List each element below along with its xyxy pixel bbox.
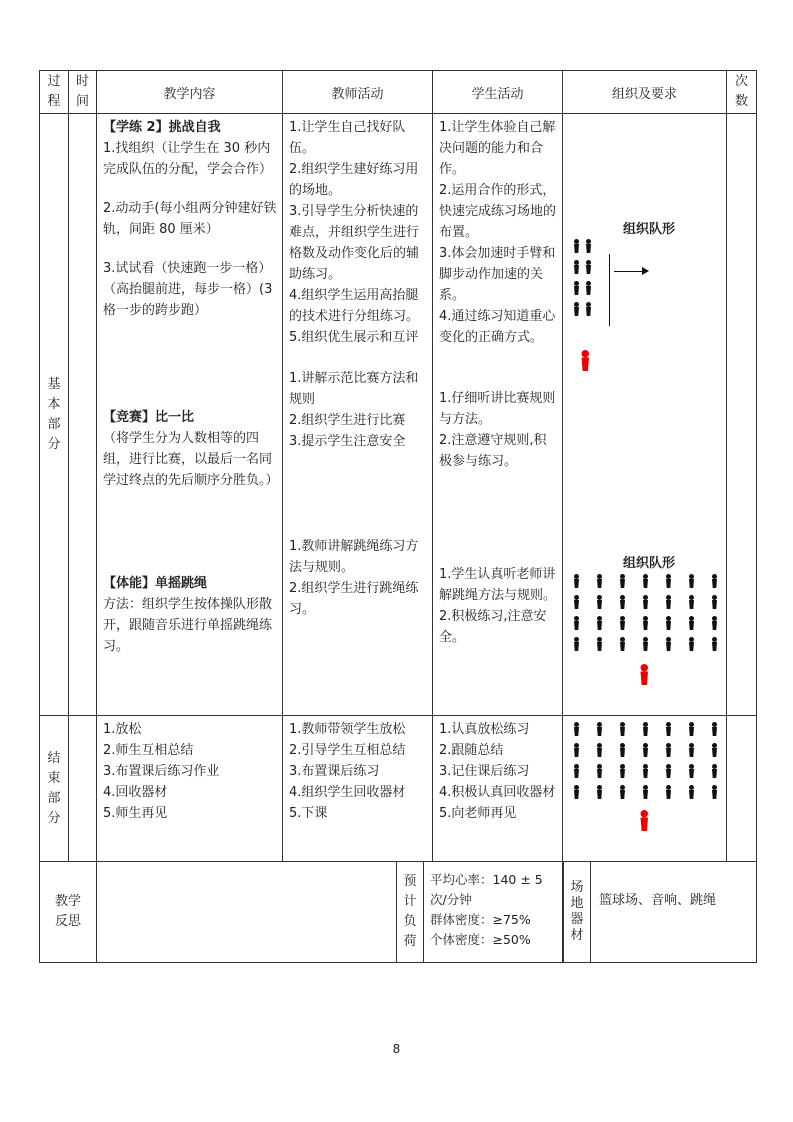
s3-student-1: 1.学生认真听老师讲解跳绳方法与规则。 xyxy=(439,567,557,603)
s3-student-2: 2.积极练习,注意安全。 xyxy=(439,609,547,645)
basic-teacher-cell xyxy=(283,114,433,716)
student-figure xyxy=(642,785,649,799)
end-content-3: 3.布置课后练习作业 xyxy=(103,764,220,779)
student-figure xyxy=(573,785,580,799)
student-figure xyxy=(585,260,592,274)
student-figure xyxy=(596,722,603,736)
student-figure xyxy=(573,239,580,253)
student-figure xyxy=(665,785,672,799)
header-content: 教学内容 xyxy=(97,71,283,114)
student-figure xyxy=(619,637,626,651)
student-figure xyxy=(573,637,580,651)
student-figure xyxy=(688,764,695,778)
s1-student-3: 3.体会加速时手臂和脚步动作加速的关系。 xyxy=(439,246,556,303)
header-org: 组织及要求 xyxy=(563,71,727,114)
header-count: 次 数 xyxy=(727,71,757,114)
basic-count-cell xyxy=(727,114,757,716)
end-student-4: 4.积极认真回收器材 xyxy=(439,785,556,800)
student-figure xyxy=(711,743,718,757)
end-time-cell xyxy=(69,716,97,862)
page-number: 8 xyxy=(392,1042,401,1056)
basic-section-row xyxy=(40,114,757,716)
s1-student-2: 2.运用合作的形式，快速完成练习场地的布置。 xyxy=(439,183,557,240)
formation-1-arrow xyxy=(614,271,647,272)
s1-teacher-3: 3.引导学生分析快速的难点，并组织学生进行格数及动作变化后的辅助练习。 xyxy=(289,204,420,282)
end-section-label: 结 束 部 分 xyxy=(40,716,69,862)
student-figure xyxy=(573,616,580,630)
student-figure xyxy=(688,637,695,651)
student-figure xyxy=(711,574,718,588)
student-figure xyxy=(619,616,626,630)
end-content-5: 5.师生再见 xyxy=(103,806,168,821)
header-process: 过 程 xyxy=(40,71,69,114)
reflection-area xyxy=(97,862,563,963)
org-label-1: 组织队形 xyxy=(623,222,676,237)
student-figure xyxy=(665,637,672,651)
basic-content-cell xyxy=(97,114,283,716)
end-student-3: 3.记住课后练习 xyxy=(439,764,530,779)
student-figure xyxy=(573,595,580,609)
student-figure xyxy=(688,595,695,609)
student-figure xyxy=(711,722,718,736)
student-figure xyxy=(596,785,603,799)
end-teacher-cell xyxy=(283,716,433,862)
student-figure xyxy=(619,722,626,736)
end-content-4: 4.回收器材 xyxy=(103,785,168,800)
student-figure xyxy=(596,743,603,757)
header-student: 学生活动 xyxy=(433,71,563,114)
load-label: 预 计 负 荷 xyxy=(396,862,424,962)
end-content-1: 1.放松 xyxy=(103,722,142,737)
student-figure xyxy=(711,764,718,778)
s2-student-1: 1.仔细听讲比赛规则与方法。 xyxy=(439,391,556,427)
student-figure xyxy=(665,764,672,778)
basic-student-cell xyxy=(433,114,563,716)
student-figure xyxy=(596,574,603,588)
student-figure xyxy=(642,722,649,736)
end-section-row xyxy=(40,716,757,862)
student-figure xyxy=(711,616,718,630)
org-label-2: 组织队形 xyxy=(623,556,676,571)
end-count-cell xyxy=(727,716,757,862)
end-teacher-3: 3.布置课后练习 xyxy=(289,764,380,779)
header-time: 时 间 xyxy=(69,71,97,114)
s1-item-3: 3.试试看（快速跑一步一格）（高抬腿前进，每步一格）(3 格一步的跨步跑） xyxy=(103,261,273,318)
basic-org-cell xyxy=(563,114,727,716)
student-figure xyxy=(573,574,580,588)
s1-item-2: 2.动动手(每小组两分钟建好铁轨，间距 80 厘米） xyxy=(103,201,277,237)
student-figure xyxy=(573,281,580,295)
s2-teacher-2: 2.组织学生进行比赛 xyxy=(289,413,406,428)
student-figure xyxy=(688,616,695,630)
s3-teacher-2: 2.组织学生进行跳绳练习。 xyxy=(289,581,419,617)
s1-teacher-1: 1.让学生自己找好队伍。 xyxy=(289,120,406,156)
student-figure xyxy=(665,574,672,588)
venue-area xyxy=(563,862,757,963)
student-figure xyxy=(711,785,718,799)
end-org-cell xyxy=(563,716,727,862)
s3-title: 【体能】单摇跳绳 xyxy=(103,576,208,591)
student-figure xyxy=(585,302,592,316)
teacher-figure-3 xyxy=(639,810,650,831)
student-figure xyxy=(665,616,672,630)
end-student-2: 2.跟随总结 xyxy=(439,743,504,758)
student-figure xyxy=(688,722,695,736)
student-figure xyxy=(573,260,580,274)
student-figure xyxy=(596,764,603,778)
header-teacher: 教师活动 xyxy=(283,71,433,114)
student-figure xyxy=(642,616,649,630)
s2-teacher-3: 3.提示学生注意安全 xyxy=(289,434,406,449)
student-figure xyxy=(642,595,649,609)
header-row xyxy=(40,71,757,114)
lesson-plan-table xyxy=(39,70,757,963)
student-figure xyxy=(665,595,672,609)
student-figure xyxy=(619,764,626,778)
student-figure xyxy=(596,616,603,630)
student-figure xyxy=(642,764,649,778)
student-figure xyxy=(596,637,603,651)
footer-row xyxy=(40,862,757,963)
student-figure xyxy=(619,574,626,588)
end-content-cell xyxy=(97,716,283,862)
student-figure xyxy=(688,743,695,757)
s2-title: 【竞赛】比一比 xyxy=(103,410,195,425)
end-teacher-5: 5.下课 xyxy=(289,806,328,821)
end-teacher-4: 4.组织学生回收器材 xyxy=(289,785,406,800)
student-figure xyxy=(573,302,580,316)
formation-1-line xyxy=(609,254,610,326)
student-figure xyxy=(596,595,603,609)
end-teacher-1: 1.教师带领学生放松 xyxy=(289,722,406,737)
end-student-1: 1.认真放松练习 xyxy=(439,722,530,737)
venue-text: 篮球场、音响、跳绳 xyxy=(599,893,717,908)
basic-section-label: 基 本 部 分 xyxy=(40,114,69,716)
basic-time-cell xyxy=(69,114,97,716)
venue-label: 场 地 器 材 xyxy=(563,862,591,962)
end-content-2: 2.师生互相总结 xyxy=(103,743,194,758)
student-figure xyxy=(619,595,626,609)
student-figure xyxy=(711,637,718,651)
student-figure xyxy=(619,785,626,799)
student-figure xyxy=(688,785,695,799)
end-teacher-2: 2.引导学生互相总结 xyxy=(289,743,406,758)
s3-desc: 方法：组织学生按体操队形散开，跟随音乐进行单摇跳绳练习。 xyxy=(103,597,273,654)
student-figure xyxy=(585,281,592,295)
student-figure xyxy=(665,743,672,757)
s1-teacher-4: 4.组织学生运用高抬腿的技术进行分组练习。 xyxy=(289,288,420,324)
s1-title: 【学练 2】挑战自我 xyxy=(103,120,221,135)
student-figure xyxy=(642,743,649,757)
s1-student-1: 1.让学生体验自己解决问题的能力和合作。 xyxy=(439,120,556,177)
student-figure xyxy=(688,574,695,588)
student-figure xyxy=(573,743,580,757)
student-figure xyxy=(573,764,580,778)
s1-teacher-5: 5.组织优生展示和互评 xyxy=(289,330,419,345)
end-student-cell xyxy=(433,716,563,862)
teacher-figure-1 xyxy=(580,350,591,371)
load-values: 平均心率：140 ± 5 次/分钟 群体密度：≥75% 个体密度：≥50% xyxy=(430,872,543,947)
student-figure xyxy=(573,722,580,736)
student-figure xyxy=(585,239,592,253)
reflection-label: 教学 反思 xyxy=(40,862,97,963)
s1-student-4: 4.通过练习知道重心变化的正确方式。 xyxy=(439,309,556,345)
student-figure xyxy=(665,722,672,736)
student-figure xyxy=(711,595,718,609)
student-figure xyxy=(619,743,626,757)
s1-teacher-2: 2.组织学生建好练习用的场地。 xyxy=(289,162,419,198)
s2-desc: （将学生分为人数相等的四组，进行比赛，以最后一名同学过终点的先后顺序分胜负。） xyxy=(103,431,279,488)
s2-student-2: 2.注意遵守规则,积极参与练习。 xyxy=(439,433,547,469)
end-student-5: 5.向老师再见 xyxy=(439,806,517,821)
s3-teacher-1: 1.教师讲解跳绳练习方法与规则。 xyxy=(289,539,419,575)
s2-teacher-1: 1.讲解示范比赛方法和规则 xyxy=(289,371,419,407)
student-figure xyxy=(642,637,649,651)
teacher-figure-2 xyxy=(639,664,650,685)
student-figure xyxy=(642,574,649,588)
s1-item-1: 1.找组织（让学生在 30 秒内完成队伍的分配，学会合作） xyxy=(103,141,273,177)
